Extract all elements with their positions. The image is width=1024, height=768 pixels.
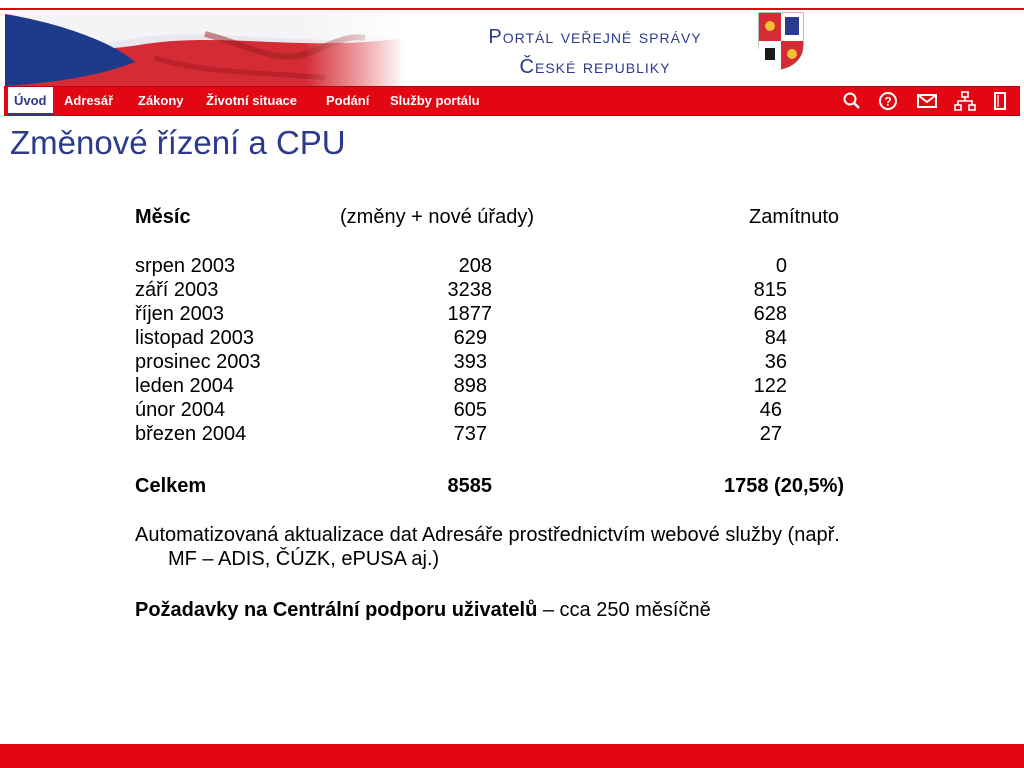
footer-bar	[0, 744, 1024, 768]
nav-item-podani[interactable]: Podání	[326, 93, 370, 108]
main-nav	[4, 86, 1020, 116]
table-total-label: Celkem	[135, 475, 207, 497]
support-note-bold: Požadavky na Centrální podporu uživatelů	[135, 599, 538, 621]
page-title: Změnové řízení a CPU	[10, 124, 346, 161]
table-row-rejected: 36	[764, 351, 787, 373]
automation-note-line2: MF – ADIS, ČÚZK, ePUSA aj.)	[168, 548, 440, 570]
table-total-changes: 8585	[447, 475, 492, 497]
table-total-rejected: 1758 (20,5%)	[724, 475, 845, 497]
table-row-rejected: 815	[753, 279, 787, 301]
sitemap-icon[interactable]	[954, 91, 974, 111]
table-row-month: srpen 2003	[135, 255, 236, 277]
table-row-rejected: 0	[775, 255, 787, 277]
mail-icon[interactable]	[916, 91, 936, 111]
czech-flag-banner-icon	[5, 14, 405, 86]
support-note-rest: – cca 250 měsíčně	[537, 599, 711, 621]
table-header-changes: (změny + nové úřady)	[340, 206, 534, 228]
nav-item-zivotni-situace[interactable]: Životní situace	[206, 93, 298, 108]
svg-text:?: ?	[884, 94, 892, 109]
table-row-changes: 393	[453, 351, 487, 373]
document-icon[interactable]	[990, 91, 1010, 111]
nav-item-zakony[interactable]: Zákony	[138, 93, 184, 108]
table-row-changes: 898	[453, 375, 487, 397]
nav-item-uvod[interactable]: Úvod	[8, 87, 53, 115]
table-header-rejected: Zamítnuto	[749, 206, 840, 228]
automation-note-line1: Automatizovaná aktualizace dat Adresáře prostřednictvím webové služby (např.	[135, 524, 840, 546]
table-row-rejected: 84	[764, 327, 787, 349]
nav-item-sluzby-portalu[interactable]: Služby portálu	[390, 93, 480, 108]
nav-item-adresar[interactable]: Adresář	[64, 93, 114, 108]
table-row-changes: 737	[453, 423, 487, 445]
table-row-rejected: 27	[759, 423, 782, 445]
table-row-rejected: 122	[753, 375, 787, 397]
support-note	[135, 598, 711, 622]
table-row-rejected: 628	[753, 303, 787, 325]
table-header-month: Měsíc	[135, 206, 191, 228]
table-row-changes: 3238	[447, 279, 492, 301]
portal-title-line2: České republiky	[519, 56, 671, 78]
portal-header	[0, 10, 1024, 86]
search-icon[interactable]	[842, 91, 862, 111]
table-row-month: březen 2004	[135, 423, 247, 445]
table-row-month: září 2003	[135, 279, 219, 301]
table-row-rejected: 46	[759, 399, 782, 421]
table-row-changes: 208	[458, 255, 492, 277]
portal-title-line1: Portál veřejné správy	[488, 26, 702, 48]
portal-title	[465, 22, 725, 82]
table-row-month: prosinec 2003	[135, 351, 261, 373]
table-row-month: leden 2004	[135, 375, 234, 397]
state-coat-of-arms-icon	[756, 10, 806, 70]
table-row-changes: 1877	[447, 303, 492, 325]
table-row-month: říjen 2003	[135, 303, 224, 325]
table-row-month: listopad 2003	[135, 327, 254, 349]
table-row-changes: 605	[453, 399, 487, 421]
help-icon[interactable]	[878, 91, 898, 111]
table-row-month: únor 2004	[135, 399, 226, 421]
table-row-changes: 629	[453, 327, 487, 349]
